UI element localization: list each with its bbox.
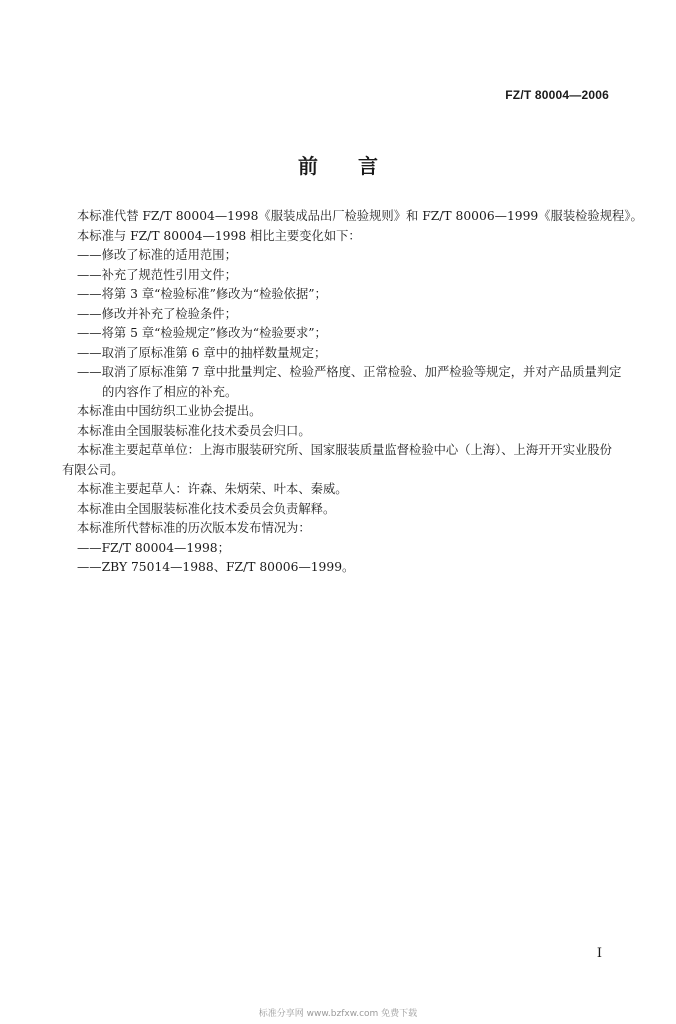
page-title: 前言 (298, 154, 418, 178)
foreword-body (62, 207, 643, 578)
list-item: ——将第 3 章“检验标准”修改为“检验依据”； (77, 287, 327, 301)
paragraph-under-jurisdiction: 本标准由全国服装标准化技术委员会归口。 (77, 423, 311, 438)
standard-code: FZ/T 80004—2006 (505, 88, 609, 102)
paragraph-proposed-by: 本标准由中国纺织工业协会提出。 (77, 404, 262, 418)
paragraph-version-history-intro: 本标准所代替标准的历次版本发布情况为： (77, 521, 311, 535)
list-item: ——ZBY 75014—1988、FZ/T 80006—1999。 (77, 560, 355, 574)
page-number: I (596, 946, 602, 961)
paragraph-interpretation: 本标准由全国服装标准化技术委员会负责解释。 (77, 501, 336, 516)
paragraph-drafting-units: 本标准主要起草单位：上海市服装研究所、国家服装质量监督检验中心（上海）、上海开开实业股份 (77, 443, 612, 457)
list-item-continuation: 的内容作了相应的补充。 (102, 384, 238, 399)
list-item: ——将第 5 章“检验规定”修改为“检验要求”； (77, 326, 327, 340)
footer-watermark: 标准分享网 www.bzfxw.com 免费下载 (258, 1009, 418, 1019)
list-item: ——补充了规范性引用文件； (77, 267, 237, 282)
list-item: ——修改并补充了检验条件； (77, 306, 237, 321)
list-item: ——FZ/T 80004—1998； (77, 540, 230, 555)
paragraph-changes-intro: 本标准与 FZ/T 80004—1998 相比主要变化如下： (77, 228, 361, 243)
paragraph-replaces: 本标准代替 FZ/T 80004—1998《服装成品出厂检验规则》和 FZ/T 80006—1999《服装检验规程》。 (77, 209, 643, 223)
list-item: ——取消了原标准第 6 章中的抽样数量规定； (77, 345, 327, 360)
list-item: ——修改了标准的适用范围； (77, 248, 237, 262)
list-item: ——取消了原标准第 7 章中批量判定、检验严格度、正常检验、加严检验等规定，并对产品质量判定 (77, 365, 622, 379)
paragraph-drafting-units-continuation: 有限公司。 (62, 462, 124, 477)
paragraph-drafters: 本标准主要起草人：许森、朱炳荣、叶本、秦威。 (77, 482, 348, 496)
